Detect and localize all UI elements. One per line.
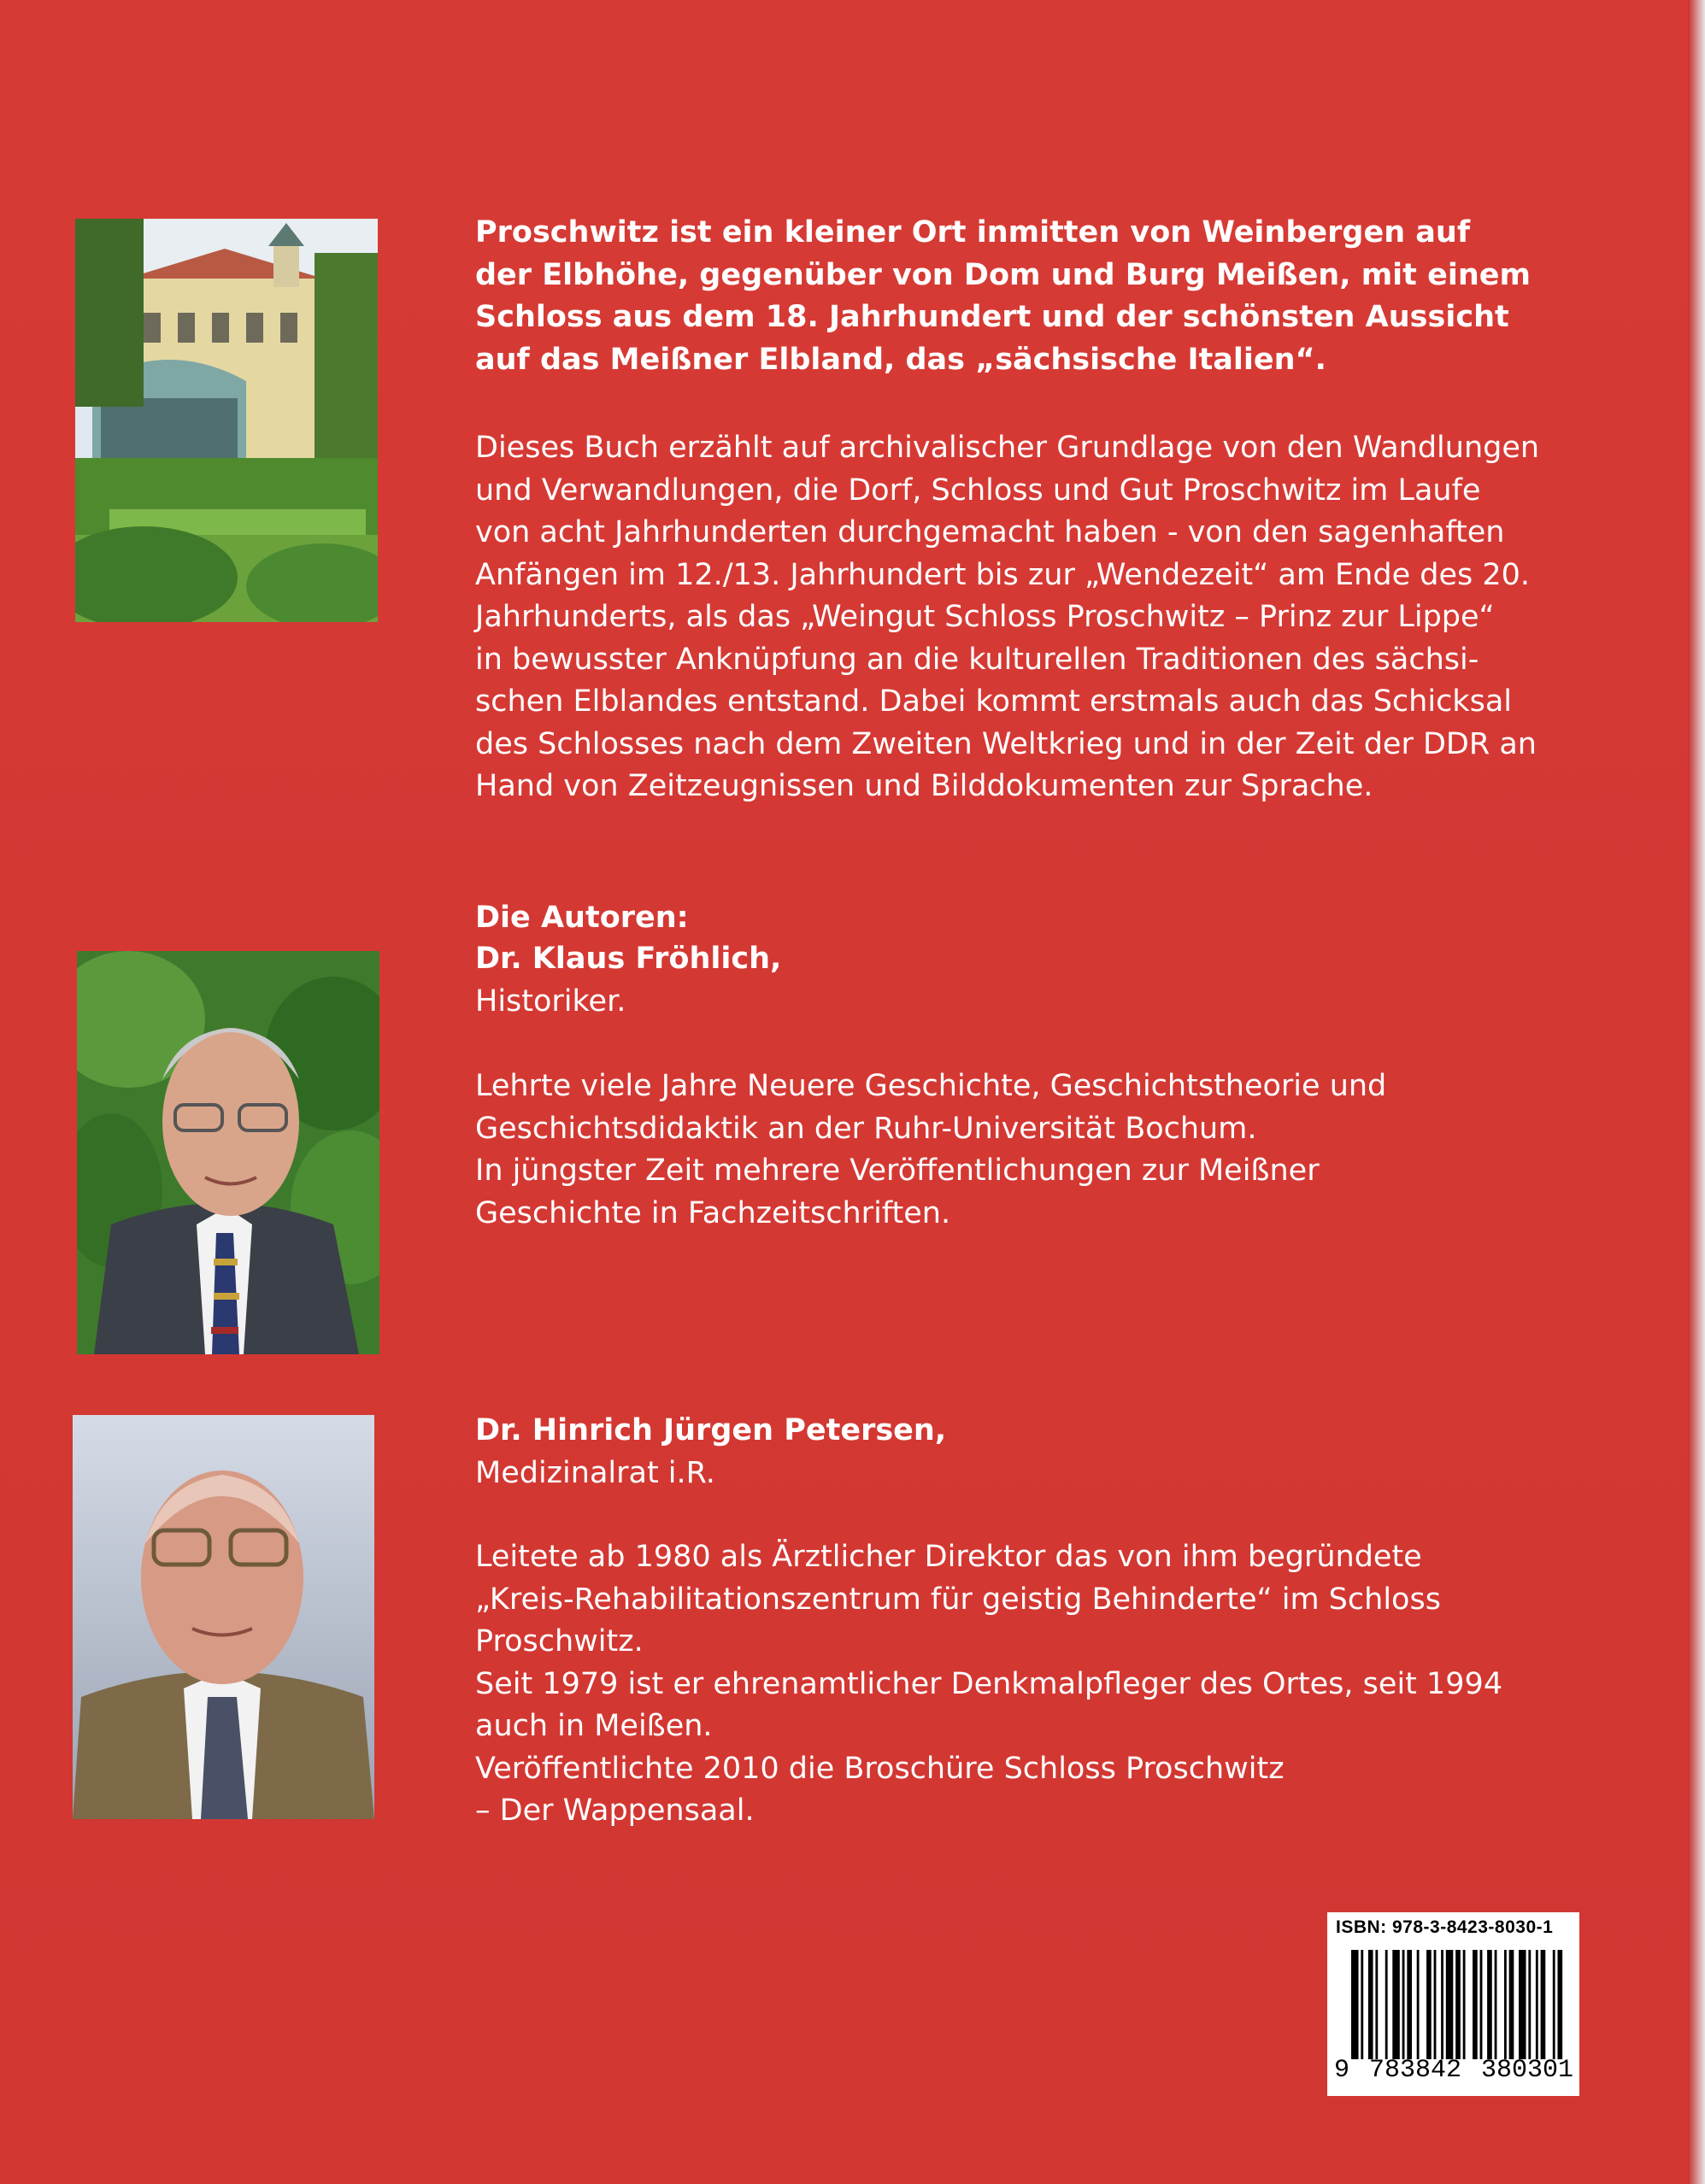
bio-line: Veröffentlichte 2010 die Broschüre Schloss Proschwitz bbox=[475, 1751, 1285, 1786]
barcode-bar bbox=[1402, 1950, 1405, 2059]
barcode-bar bbox=[1361, 1950, 1363, 2059]
author-klaus-froehlich-photo bbox=[77, 951, 379, 1354]
bio-line: In jüngster Zeit mehrere Veröffentlichungen zur Meißner bbox=[475, 1154, 1320, 1188]
barcode-bar bbox=[1426, 1950, 1432, 2059]
barcode-bar bbox=[1528, 1950, 1531, 2059]
lead-line: Proschwitz ist ein kleiner Ort inmitten von Weinbergen auf bbox=[475, 215, 1471, 250]
barcode-bar bbox=[1495, 1950, 1497, 2059]
barcode-digits bbox=[1334, 2056, 1573, 2085]
description-paragraph bbox=[475, 427, 1539, 808]
bio-line: – Der Wappensaal. bbox=[475, 1794, 755, 1828]
barcode-bar bbox=[1473, 1950, 1478, 2059]
bio-line: „Kreis-Rehabilitationszentrum für geistig Behinderte“ im Schloss bbox=[475, 1582, 1441, 1617]
barcode-digit-group: 783842 bbox=[1368, 2056, 1461, 2085]
barcode-bar bbox=[1504, 1950, 1507, 2059]
barcode-digit-group: 9 bbox=[1334, 2056, 1350, 2085]
barcode-bar bbox=[1519, 1950, 1526, 2059]
barcode-bar bbox=[1385, 1950, 1388, 2059]
barcode-bar bbox=[1375, 1950, 1378, 2059]
body-line: Dieses Buch erzählt auf archivalischer Grundlage von den Wandlungen bbox=[475, 431, 1540, 465]
bio-line: Proschwitz. bbox=[475, 1624, 644, 1659]
authors-heading: Die Autoren: bbox=[475, 901, 689, 935]
barcode-bar bbox=[1434, 1950, 1437, 2059]
body-line: Anfängen im 12./13. Jahrhundert bis zur „Wendezeit“ am Ende des 20. bbox=[475, 557, 1531, 592]
barcode-bar bbox=[1351, 1950, 1359, 2059]
body-line: und Verwandlungen, die Dorf, Schloss und Gut Proschwitz im Laufe bbox=[475, 473, 1481, 508]
barcode-bar bbox=[1417, 1950, 1420, 2059]
lead-line: auf das Meißner Elbland, das „sächsische Italien“. bbox=[475, 342, 1326, 377]
author2-role: Medizinalrat i.R. bbox=[475, 1456, 715, 1490]
author1-name: Dr. Klaus Fröhlich, bbox=[475, 942, 782, 976]
barcode-bar bbox=[1407, 1950, 1412, 2059]
lead-line: Schloss aus dem 18. Jahrhundert und der schönsten Aussicht bbox=[475, 300, 1509, 334]
barcode-bar bbox=[1541, 1950, 1546, 2059]
body-line: in bewusster Anknüpfung an die kulturellen Traditionen des sächsi- bbox=[475, 642, 1479, 677]
body-line: Hand von Zeitzeugnissen und Bilddokumenten zur Sprache. bbox=[475, 769, 1373, 803]
body-line: von acht Jahrhunderten durchgemacht haben - von den sagenhaften bbox=[475, 515, 1505, 549]
barcode-bar bbox=[1553, 1950, 1555, 2059]
barcode-bar bbox=[1368, 1950, 1373, 2059]
isbn-label: ISBN: 978-3-8423-8030-1 bbox=[1336, 1917, 1554, 1937]
body-line: schen Elblandes entstand. Dabei kommt erstmals auch das Schicksal bbox=[475, 684, 1512, 719]
barcode-digit-group: 380301 bbox=[1480, 2056, 1573, 2085]
author2-name: Dr. Hinrich Jürgen Petersen, bbox=[475, 1413, 947, 1447]
barcode-bar bbox=[1455, 1950, 1461, 2059]
barcode-bar bbox=[1480, 1950, 1483, 2059]
barcode-bar bbox=[1536, 1950, 1538, 2059]
barcode-bar bbox=[1509, 1950, 1514, 2059]
barcode-bars bbox=[1351, 1950, 1565, 2059]
author1-role: Historiker. bbox=[475, 984, 626, 1019]
barcode-bar bbox=[1441, 1950, 1443, 2059]
bio-line: Leitete ab 1980 als Ärztlicher Direktor das von ihm begründete bbox=[475, 1540, 1422, 1574]
author-hinrich-petersen-photo bbox=[73, 1415, 374, 1819]
body-line: Jahrhunderts, als das „Weingut Schloss Proschwitz – Prinz zur Lippe“ bbox=[475, 600, 1495, 634]
barcode-bar bbox=[1392, 1950, 1400, 2059]
bio-line: Geschichtsdidaktik an der Ruhr-Universität Bochum. bbox=[475, 1111, 1257, 1146]
barcode-bar bbox=[1487, 1950, 1492, 2059]
bio-line: Seit 1979 ist er ehrenamtlicher Denkmalpfleger des Ortes, seit 1994 bbox=[475, 1666, 1503, 1701]
bio-line: Geschichte in Fachzeitschriften. bbox=[475, 1195, 951, 1230]
author1-bio bbox=[475, 1066, 1386, 1235]
author2-bio bbox=[475, 1536, 1502, 1833]
page-edge bbox=[1688, 0, 1705, 2184]
lead-line: der Elbhöhe, gegenüber von Dom und Burg Meißen, mit einem bbox=[475, 257, 1531, 292]
lead-paragraph bbox=[475, 212, 1531, 381]
barcode-bar bbox=[1446, 1950, 1454, 2059]
barcode-bar bbox=[1557, 1950, 1562, 2059]
bio-line: auch in Meißen. bbox=[475, 1709, 713, 1743]
castle-photo bbox=[75, 219, 378, 622]
bio-line: Lehrte viele Jahre Neuere Geschichte, Geschichtstheorie und bbox=[475, 1069, 1387, 1103]
isbn-barcode bbox=[1327, 1912, 1579, 2096]
body-line: des Schlosses nach dem Zweiten Weltkrieg und in der Zeit der DDR an bbox=[475, 726, 1537, 761]
barcode-bar bbox=[1463, 1950, 1466, 2059]
